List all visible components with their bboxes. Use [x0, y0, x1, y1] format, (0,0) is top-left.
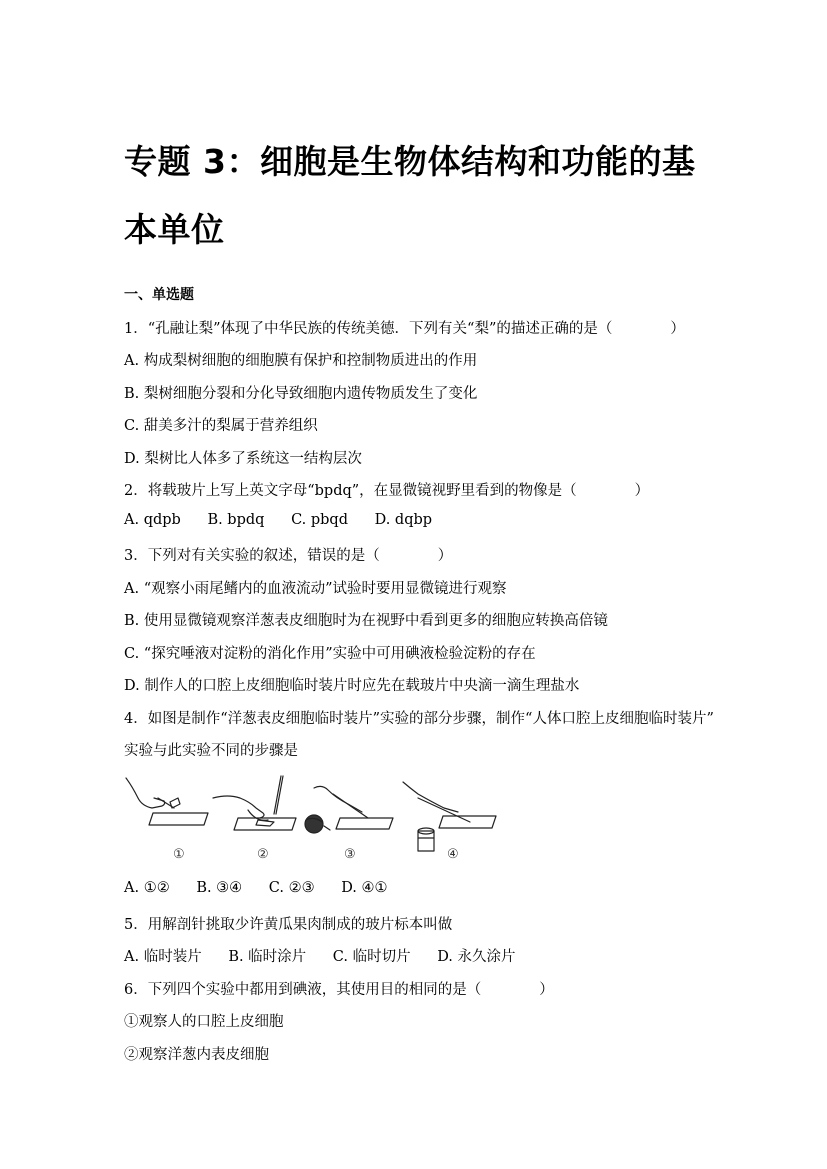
question-2-option-d[interactable]: D. dqbp [374, 512, 433, 528]
question-3-option-a[interactable]: A. “观察小雨尾鳍内的血液流动”试验时要用显微镜进行观察 [124, 581, 507, 597]
figure-label-1: ① [173, 847, 185, 862]
question-2-option-a[interactable]: A. qdpb [124, 512, 181, 528]
question-1-option-a[interactable]: A. 构成梨树细胞的细胞膜有保护和控制物质进出的作用 [124, 353, 478, 369]
question-3-option-b[interactable]: B. 使用显微镜观察洋葱表皮细胞时为在视野中看到更多的细胞应转换高倍镜 [124, 613, 608, 629]
question-5-stem: 5．用解剖针挑取少许黄瓜果肉制成的玻片标本叫做 [124, 917, 453, 933]
section-heading: 一、单选题 [124, 287, 194, 303]
question-5-option-c[interactable]: C. 临时切片 [332, 949, 411, 965]
question-1-stem: 1．“孔融让梨”体现了中华民族的传统美德．下列有关“梨”的描述正确的是（ ） [124, 321, 685, 337]
step-2-illustration [213, 776, 296, 830]
figure-label-4: ④ [447, 847, 459, 862]
question-3-option-c[interactable]: C. “探究唾液对淀粉的消化作用”实验中可用碘液检验淀粉的存在 [124, 646, 536, 662]
question-5-option-d[interactable]: D. 永久涂片 [437, 949, 516, 965]
figure-label-2: ② [257, 847, 269, 862]
question-6-stem: 6．下列四个实验中都用到碘液，其使用目的相同的是（ ） [124, 982, 554, 998]
question-4-options [124, 880, 410, 896]
question-3-stem: 3．下列对有关实验的叙述，错误的是（ ） [124, 548, 453, 564]
question-3-option-d[interactable]: D. 制作人的口腔上皮细胞临时装片时应先在载玻片中央滴一滴生理盐水 [124, 678, 580, 694]
figure-label-3: ③ [344, 847, 356, 862]
question-2-option-b[interactable]: B. bpdq [207, 512, 265, 528]
question-4-stem-line-2: 实验与此实验不同的步骤是 [124, 743, 298, 759]
question-1-option-c[interactable]: C. 甜美多汁的梨属于营养组织 [124, 418, 318, 434]
question-6-item-1: ①观察人的口腔上皮细胞 [124, 1014, 284, 1030]
question-5-option-b[interactable]: B. 临时涂片 [228, 949, 307, 965]
step-1-illustration [126, 778, 208, 825]
question-5-option-a[interactable]: A. 临时装片 [124, 949, 202, 965]
step-3-illustration [305, 786, 393, 833]
question-6-item-2: ②观察洋葱内表皮细胞 [124, 1047, 269, 1063]
question-5-options [124, 945, 538, 966]
question-2-stem: 2．将载玻片上写上英文字母“bpdq”，在显微镜视野里看到的物像是（ ） [124, 483, 650, 499]
slide-preparation-figure [118, 768, 498, 863]
question-2-option-c[interactable]: C. pbqd [291, 512, 348, 528]
question-4-option-c[interactable]: C. ②③ [268, 880, 315, 896]
question-4-stem-line-1: 4．如图是制作“洋葱表皮细胞临时装片”实验的部分步骤，制作“人体口腔上皮细胞临时装片” [124, 711, 714, 727]
page-title: 专题 3：细胞是生物体结构和功能的基本单位 [124, 142, 696, 249]
question-1-option-b[interactable]: B. 梨树细胞分裂和分化导致细胞内遗传物质发生了变化 [124, 386, 478, 402]
step-4-illustration [403, 782, 496, 851]
question-4-option-b[interactable]: B. ③④ [196, 880, 243, 896]
question-4-option-d[interactable]: D. ④① [341, 880, 388, 896]
question-4-option-a[interactable]: A. ①② [124, 880, 170, 896]
question-2-options [124, 512, 454, 528]
question-1-option-d[interactable]: D. 梨树比人体多了系统这一结构层次 [124, 451, 362, 467]
